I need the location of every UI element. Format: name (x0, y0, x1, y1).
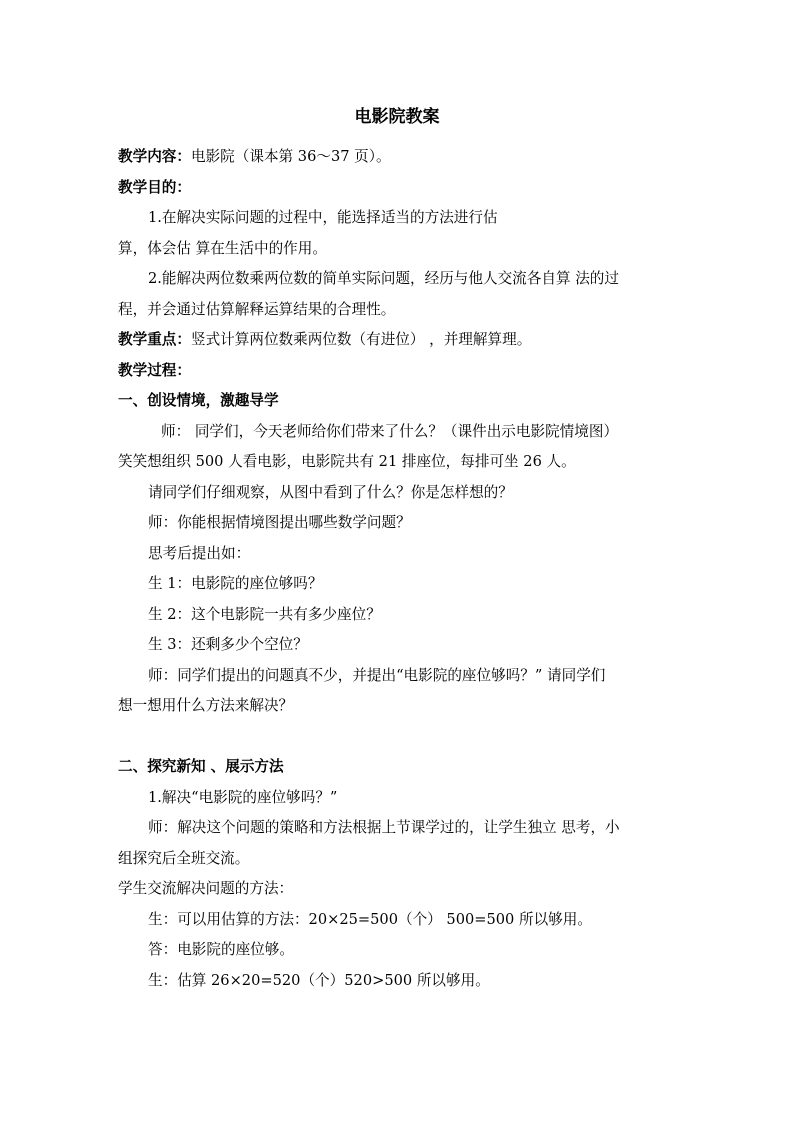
section-heading-2: 二、探究新知 、展示方法 (118, 758, 284, 775)
document-title: 电影院教案 (354, 107, 440, 127)
label-teaching-content: 教学内容： (118, 148, 191, 165)
paragraph-line: 笑笑想组织 500 人看电影，电影院共有 21 排座位，每排可坐 26 人。 (118, 453, 576, 470)
goal-2-line-1: 2.能解决两位数乘两位数的简单实际问题，经历与他人交流各自算 法的过 (148, 270, 619, 287)
text-teaching-focus: 竖式计算两位数乘两位数（有进位） ，并理解算理。 (190, 331, 532, 348)
paragraph-line: 生：可以用估算的方法：20×25=500（个） 500=500 所以够用。 (148, 910, 592, 928)
paragraph-line: 生 3：还剩多少个空位？ (148, 636, 308, 653)
paragraph-line: 答：电影院的座位够。 (148, 941, 294, 958)
label-teaching-process: 教学过程： (118, 361, 191, 379)
section-heading-1: 一、创设情境，激趣导学 (118, 392, 279, 409)
blank-line (118, 722, 678, 753)
goal-1-line-2: 算，体会估 算在生活中的作用。 (118, 239, 327, 257)
line-teaching-goals (118, 173, 678, 204)
paragraph-line: 师：你能根据情境图提出哪些数学问题？ (148, 514, 411, 531)
paragraph-line: 1.解决“电影院的座位够吗？” (148, 788, 338, 806)
paragraph-line: 师： 同学们，今天老师给你们带来了什么？（课件出示电影院情境图） (161, 422, 619, 440)
text-teaching-content: 电影院（课本第 36～37 页）。 (190, 148, 391, 165)
label-teaching-goals: 教学目的： (118, 178, 191, 196)
document-body (118, 142, 678, 996)
paragraph-line: 生 2：这个电影院一共有多少座位？ (148, 605, 381, 623)
label-teaching-focus: 教学重点： (118, 331, 191, 348)
paragraph-line: 生：估算 26×20=520（个）520>500 所以够用。 (148, 971, 490, 989)
paragraph-line: 思考后提出如： (148, 544, 251, 562)
paragraph-line: 请同学们仔细观察，从图中看到了什么？你是怎样想的？ (148, 483, 513, 501)
line-teaching-content (118, 142, 678, 173)
goal-1-line-1: 1.在解决实际问题的过程中，能选择适当的方法进行估 (148, 209, 498, 226)
goal-2-line-2: 程，并会通过估算解释运算结果的合理性。 (118, 300, 396, 318)
line-teaching-focus (118, 325, 678, 356)
paragraph-line: 组探究后全班交流。 (118, 849, 250, 867)
paragraph-line: 师：同学们提出的问题真不少，并提出“电影院的座位够吗？” 请同学们 (148, 666, 606, 684)
line-teaching-process (118, 356, 678, 387)
paragraph-line: 师：解决这个问题的策略和方法根据上节课学过的，让学生独立 思考，小 (148, 819, 620, 836)
paragraph-line: 想一想用什么方法来解决？ (118, 697, 294, 714)
paragraph-line: 生 1：电影院的座位够吗？ (148, 575, 323, 592)
paragraph-line: 学生交流解决问题的方法： (118, 880, 294, 897)
